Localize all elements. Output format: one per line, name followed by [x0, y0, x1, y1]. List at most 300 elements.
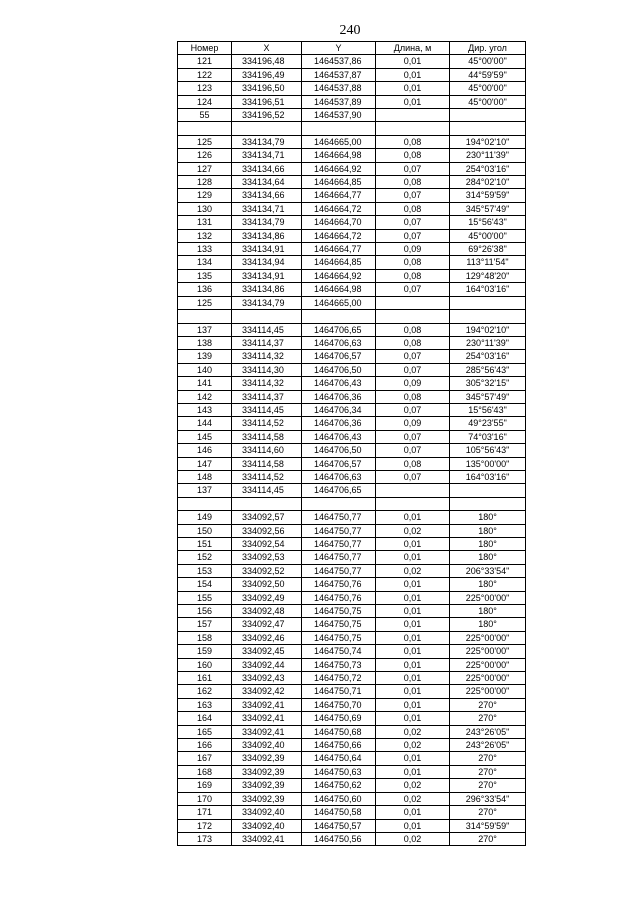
table-row [178, 95, 526, 108]
length-cell: 0,01 [376, 618, 450, 631]
direction-angle-cell: 180° [450, 537, 526, 550]
length-cell: 0,08 [376, 457, 450, 470]
point-number-cell: 157 [178, 618, 232, 631]
x-coordinate-cell: 334114,45 [232, 403, 302, 416]
x-coordinate-cell: 334134,91 [232, 243, 302, 256]
direction-angle-cell: 270° [450, 779, 526, 792]
point-number-cell: 166 [178, 739, 232, 752]
point-number-cell: 136 [178, 283, 232, 296]
x-coordinate-cell: 334196,51 [232, 95, 302, 108]
x-coordinate-cell: 334092,44 [232, 658, 302, 671]
point-number-cell: 128 [178, 176, 232, 189]
y-coordinate-cell: 1464537,86 [302, 55, 376, 68]
point-number-cell: 155 [178, 591, 232, 604]
table-row [178, 377, 526, 390]
y-coordinate-cell: 1464706,34 [302, 403, 376, 416]
x-coordinate-cell: 334092,50 [232, 578, 302, 591]
direction-angle-cell: 74°03'16" [450, 430, 526, 443]
point-number-cell: 167 [178, 752, 232, 765]
length-cell: 0,01 [376, 658, 450, 671]
direction-angle-cell: 180° [450, 605, 526, 618]
x-coordinate-cell: 334134,79 [232, 135, 302, 148]
x-coordinate-cell: 334134,79 [232, 296, 302, 309]
point-number-cell: 141 [178, 377, 232, 390]
length-cell: 0,08 [376, 176, 450, 189]
table-row [178, 55, 526, 68]
direction-angle-cell: 194°02'10" [450, 135, 526, 148]
length-cell: 0,07 [376, 350, 450, 363]
direction-angle-cell: 254°03'16" [450, 162, 526, 175]
length-cell: 0,01 [376, 551, 450, 564]
x-coordinate-cell: 334134,91 [232, 269, 302, 282]
direction-angle-cell: 180° [450, 578, 526, 591]
length-cell: 0,09 [376, 243, 450, 256]
direction-angle-cell: 105°56'43" [450, 444, 526, 457]
point-number-cell: 130 [178, 202, 232, 215]
y-coordinate-cell: 1464706,65 [302, 484, 376, 497]
point-number-cell: 135 [178, 269, 232, 282]
header-x: X [232, 42, 302, 55]
x-coordinate-cell: 334092,39 [232, 792, 302, 805]
length-cell: 0,01 [376, 698, 450, 711]
point-number-cell: 169 [178, 779, 232, 792]
y-coordinate-cell: 1464664,72 [302, 202, 376, 215]
x-coordinate-cell: 334134,71 [232, 202, 302, 215]
length-cell: 0,01 [376, 55, 450, 68]
point-number-cell: 55 [178, 109, 232, 122]
y-coordinate-cell: 1464706,50 [302, 363, 376, 376]
y-coordinate-cell: 1464706,57 [302, 457, 376, 470]
point-number-cell: 161 [178, 672, 232, 685]
direction-angle-cell: 45°00'00" [450, 55, 526, 68]
x-coordinate-cell: 334134,64 [232, 176, 302, 189]
table-row [178, 497, 526, 510]
x-coordinate-cell: 334092,40 [232, 819, 302, 832]
y-coordinate-cell: 1464706,43 [302, 377, 376, 390]
x-coordinate-cell: 334134,86 [232, 229, 302, 242]
table-row [178, 832, 526, 845]
header-length: Длина, м [376, 42, 450, 55]
point-number-cell [178, 310, 232, 323]
length-cell: 0,01 [376, 95, 450, 108]
y-coordinate-cell: 1464664,92 [302, 162, 376, 175]
point-number-cell: 148 [178, 470, 232, 483]
table-row [178, 390, 526, 403]
point-number-cell: 146 [178, 444, 232, 457]
y-coordinate-cell: 1464750,76 [302, 591, 376, 604]
y-coordinate-cell: 1464706,36 [302, 390, 376, 403]
header-y: Y [302, 42, 376, 55]
table-row [178, 698, 526, 711]
y-coordinate-cell: 1464706,43 [302, 430, 376, 443]
direction-angle-cell: 285°56'43" [450, 363, 526, 376]
x-coordinate-cell: 334114,52 [232, 470, 302, 483]
table-row [178, 739, 526, 752]
length-cell: 0,07 [376, 283, 450, 296]
length-cell: 0,01 [376, 631, 450, 644]
y-coordinate-cell: 1464750,68 [302, 725, 376, 738]
y-coordinate-cell: 1464750,70 [302, 698, 376, 711]
x-coordinate-cell: 334114,58 [232, 457, 302, 470]
point-number-cell: 132 [178, 229, 232, 242]
x-coordinate-cell: 334092,42 [232, 685, 302, 698]
length-cell: 0,07 [376, 189, 450, 202]
length-cell: 0,02 [376, 792, 450, 805]
point-number-cell: 143 [178, 403, 232, 416]
y-coordinate-cell [302, 122, 376, 135]
y-coordinate-cell: 1464750,60 [302, 792, 376, 805]
direction-angle-cell [450, 109, 526, 122]
table-row [178, 296, 526, 309]
direction-angle-cell: 180° [450, 511, 526, 524]
length-cell: 0,07 [376, 363, 450, 376]
page-number: 240 [339, 23, 361, 38]
direction-angle-cell: 15°56'43" [450, 216, 526, 229]
point-number-cell: 165 [178, 725, 232, 738]
y-coordinate-cell: 1464664,85 [302, 176, 376, 189]
direction-angle-cell: 45°00'00" [450, 229, 526, 242]
table-row [178, 256, 526, 269]
length-cell [376, 296, 450, 309]
table-row [178, 417, 526, 430]
point-number-cell: 125 [178, 135, 232, 148]
x-coordinate-cell: 334092,40 [232, 806, 302, 819]
y-coordinate-cell: 1464706,57 [302, 350, 376, 363]
direction-angle-cell [450, 497, 526, 510]
length-cell: 0,07 [376, 430, 450, 443]
y-coordinate-cell: 1464537,87 [302, 68, 376, 81]
table-row [178, 176, 526, 189]
length-cell: 0,08 [376, 256, 450, 269]
direction-angle-cell: 314°59'59" [450, 819, 526, 832]
table-row [178, 189, 526, 202]
x-coordinate-cell [232, 310, 302, 323]
direction-angle-cell: 45°00'00" [450, 95, 526, 108]
point-number-cell: 172 [178, 819, 232, 832]
x-coordinate-cell: 334134,86 [232, 283, 302, 296]
y-coordinate-cell: 1464750,66 [302, 739, 376, 752]
x-coordinate-cell: 334114,32 [232, 350, 302, 363]
table-row [178, 564, 526, 577]
table-row [178, 149, 526, 162]
header-direction-angle: Дир. угол [450, 42, 526, 55]
length-cell: 0,01 [376, 806, 450, 819]
y-coordinate-cell: 1464706,63 [302, 336, 376, 349]
direction-angle-cell: 135°00'00" [450, 457, 526, 470]
point-number-cell: 140 [178, 363, 232, 376]
length-cell: 0,07 [376, 470, 450, 483]
point-number-cell: 131 [178, 216, 232, 229]
direction-angle-cell: 69°26'38" [450, 243, 526, 256]
y-coordinate-cell: 1464750,75 [302, 631, 376, 644]
point-number-cell: 171 [178, 806, 232, 819]
length-cell [376, 109, 450, 122]
y-coordinate-cell: 1464750,77 [302, 511, 376, 524]
length-cell: 0,01 [376, 672, 450, 685]
y-coordinate-cell: 1464537,89 [302, 95, 376, 108]
y-coordinate-cell: 1464750,77 [302, 524, 376, 537]
table-row [178, 430, 526, 443]
length-cell: 0,01 [376, 685, 450, 698]
table-body [178, 55, 526, 846]
table-row [178, 819, 526, 832]
length-cell: 0,02 [376, 524, 450, 537]
direction-angle-cell [450, 296, 526, 309]
length-cell: 0,01 [376, 578, 450, 591]
direction-angle-cell: 254°03'16" [450, 350, 526, 363]
table-row [178, 578, 526, 591]
direction-angle-cell: 225°00'00" [450, 672, 526, 685]
point-number-cell: 125 [178, 296, 232, 309]
table-row [178, 725, 526, 738]
point-number-cell: 142 [178, 390, 232, 403]
y-coordinate-cell: 1464750,63 [302, 765, 376, 778]
x-coordinate-cell: 334092,53 [232, 551, 302, 564]
y-coordinate-cell: 1464664,70 [302, 216, 376, 229]
length-cell: 0,08 [376, 149, 450, 162]
table-row [178, 444, 526, 457]
point-number-cell: 145 [178, 430, 232, 443]
y-coordinate-cell: 1464664,77 [302, 243, 376, 256]
y-coordinate-cell: 1464750,77 [302, 537, 376, 550]
x-coordinate-cell: 334114,45 [232, 484, 302, 497]
table-row [178, 162, 526, 175]
x-coordinate-cell: 334114,45 [232, 323, 302, 336]
length-cell: 0,08 [376, 323, 450, 336]
x-coordinate-cell: 334196,48 [232, 55, 302, 68]
direction-angle-cell: 45°00'00" [450, 82, 526, 95]
direction-angle-cell: 270° [450, 698, 526, 711]
y-coordinate-cell: 1464665,00 [302, 296, 376, 309]
point-number-cell: 139 [178, 350, 232, 363]
direction-angle-cell [450, 122, 526, 135]
point-number-cell: 137 [178, 323, 232, 336]
y-coordinate-cell: 1464537,90 [302, 109, 376, 122]
point-number-cell: 127 [178, 162, 232, 175]
table-row [178, 712, 526, 725]
x-coordinate-cell: 334092,43 [232, 672, 302, 685]
length-cell [376, 484, 450, 497]
direction-angle-cell: 206°33'54" [450, 564, 526, 577]
direction-angle-cell: 225°00'00" [450, 591, 526, 604]
y-coordinate-cell: 1464706,50 [302, 444, 376, 457]
y-coordinate-cell: 1464664,98 [302, 283, 376, 296]
table-row [178, 216, 526, 229]
length-cell: 0,01 [376, 591, 450, 604]
direction-angle-cell: 270° [450, 712, 526, 725]
direction-angle-cell: 225°00'00" [450, 658, 526, 671]
length-cell: 0,01 [376, 605, 450, 618]
point-number-cell: 138 [178, 336, 232, 349]
point-number-cell: 153 [178, 564, 232, 577]
y-coordinate-cell: 1464750,74 [302, 645, 376, 658]
table-row [178, 109, 526, 122]
x-coordinate-cell: 334092,39 [232, 765, 302, 778]
length-cell: 0,01 [376, 765, 450, 778]
length-cell: 0,07 [376, 216, 450, 229]
coordinates-table [177, 41, 526, 846]
x-coordinate-cell: 334092,54 [232, 537, 302, 550]
x-coordinate-cell: 334114,37 [232, 336, 302, 349]
point-number-cell: 168 [178, 765, 232, 778]
direction-angle-cell: 284°02'10" [450, 176, 526, 189]
direction-angle-cell [450, 310, 526, 323]
length-cell: 0,02 [376, 564, 450, 577]
x-coordinate-cell: 334092,49 [232, 591, 302, 604]
x-coordinate-cell: 334196,52 [232, 109, 302, 122]
point-number-cell: 126 [178, 149, 232, 162]
table-row [178, 135, 526, 148]
direction-angle-cell: 164°03'16" [450, 470, 526, 483]
table-row [178, 672, 526, 685]
table-row [178, 605, 526, 618]
point-number-cell: 150 [178, 524, 232, 537]
y-coordinate-cell: 1464664,72 [302, 229, 376, 242]
y-coordinate-cell: 1464750,69 [302, 712, 376, 725]
x-coordinate-cell: 334092,56 [232, 524, 302, 537]
table-row [178, 350, 526, 363]
point-number-cell: 158 [178, 631, 232, 644]
table-row [178, 470, 526, 483]
x-coordinate-cell: 334092,45 [232, 645, 302, 658]
y-coordinate-cell: 1464706,65 [302, 323, 376, 336]
x-coordinate-cell: 334092,41 [232, 712, 302, 725]
x-coordinate-cell: 334114,32 [232, 377, 302, 390]
y-coordinate-cell: 1464664,98 [302, 149, 376, 162]
direction-angle-cell: 225°00'00" [450, 645, 526, 658]
y-coordinate-cell: 1464706,36 [302, 417, 376, 430]
x-coordinate-cell: 334134,94 [232, 256, 302, 269]
point-number-cell: 123 [178, 82, 232, 95]
length-cell: 0,09 [376, 377, 450, 390]
table-row [178, 537, 526, 550]
direction-angle-cell: 194°02'10" [450, 323, 526, 336]
x-coordinate-cell: 334134,79 [232, 216, 302, 229]
length-cell: 0,01 [376, 645, 450, 658]
length-cell: 0,08 [376, 269, 450, 282]
table-row [178, 269, 526, 282]
point-number-cell: 164 [178, 712, 232, 725]
table-row [178, 283, 526, 296]
direction-angle-cell: 296°33'54" [450, 792, 526, 805]
length-cell: 0,02 [376, 832, 450, 845]
direction-angle-cell: 243°26'05" [450, 725, 526, 738]
x-coordinate-cell: 334092,39 [232, 779, 302, 792]
length-cell: 0,07 [376, 444, 450, 457]
y-coordinate-cell: 1464750,75 [302, 605, 376, 618]
length-cell: 0,08 [376, 202, 450, 215]
direction-angle-cell: 44°59'59" [450, 68, 526, 81]
header-number: Номер [178, 42, 232, 55]
y-coordinate-cell: 1464750,73 [302, 658, 376, 671]
y-coordinate-cell: 1464664,92 [302, 269, 376, 282]
direction-angle-cell: 270° [450, 765, 526, 778]
x-coordinate-cell: 334114,37 [232, 390, 302, 403]
x-coordinate-cell: 334134,66 [232, 189, 302, 202]
x-coordinate-cell: 334092,41 [232, 725, 302, 738]
length-cell: 0,02 [376, 739, 450, 752]
x-coordinate-cell: 334092,52 [232, 564, 302, 577]
table-row [178, 310, 526, 323]
length-cell: 0,01 [376, 537, 450, 550]
direction-angle-cell: 305°32'15" [450, 377, 526, 390]
table-row [178, 243, 526, 256]
table-row [178, 779, 526, 792]
table-row [178, 618, 526, 631]
point-number-cell: 121 [178, 55, 232, 68]
direction-angle-cell: 180° [450, 524, 526, 537]
x-coordinate-cell [232, 497, 302, 510]
y-coordinate-cell: 1464750,58 [302, 806, 376, 819]
length-cell [376, 310, 450, 323]
table-row [178, 524, 526, 537]
x-coordinate-cell: 334196,49 [232, 68, 302, 81]
point-number-cell: 154 [178, 578, 232, 591]
direction-angle-cell: 270° [450, 806, 526, 819]
x-coordinate-cell: 334092,41 [232, 698, 302, 711]
table-row [178, 752, 526, 765]
table-row [178, 323, 526, 336]
x-coordinate-cell: 334114,30 [232, 363, 302, 376]
y-coordinate-cell: 1464750,64 [302, 752, 376, 765]
length-cell: 0,01 [376, 819, 450, 832]
point-number-cell: 152 [178, 551, 232, 564]
length-cell: 0,07 [376, 162, 450, 175]
table-row [178, 68, 526, 81]
x-coordinate-cell: 334092,47 [232, 618, 302, 631]
table-row [178, 336, 526, 349]
length-cell: 0,02 [376, 779, 450, 792]
length-cell [376, 122, 450, 135]
length-cell: 0,02 [376, 725, 450, 738]
point-number-cell: 144 [178, 417, 232, 430]
table-row [178, 229, 526, 242]
length-cell: 0,09 [376, 417, 450, 430]
point-number-cell: 156 [178, 605, 232, 618]
length-cell: 0,01 [376, 68, 450, 81]
point-number-cell: 147 [178, 457, 232, 470]
table-row [178, 792, 526, 805]
y-coordinate-cell: 1464750,77 [302, 564, 376, 577]
direction-angle-cell: 164°03'16" [450, 283, 526, 296]
x-coordinate-cell [232, 122, 302, 135]
direction-angle-cell: 314°59'59" [450, 189, 526, 202]
direction-angle-cell: 49°23'55" [450, 417, 526, 430]
table-row [178, 806, 526, 819]
y-coordinate-cell: 1464750,57 [302, 819, 376, 832]
point-number-cell: 133 [178, 243, 232, 256]
y-coordinate-cell [302, 497, 376, 510]
length-cell: 0,07 [376, 229, 450, 242]
point-number-cell: 124 [178, 95, 232, 108]
table-row [178, 484, 526, 497]
x-coordinate-cell: 334114,60 [232, 444, 302, 457]
y-coordinate-cell: 1464750,72 [302, 672, 376, 685]
table-row [178, 122, 526, 135]
y-coordinate-cell: 1464706,63 [302, 470, 376, 483]
length-cell: 0,01 [376, 752, 450, 765]
point-number-cell: 160 [178, 658, 232, 671]
y-coordinate-cell [302, 310, 376, 323]
point-number-cell: 137 [178, 484, 232, 497]
table-row [178, 685, 526, 698]
direction-angle-cell: 270° [450, 752, 526, 765]
point-number-cell: 163 [178, 698, 232, 711]
length-cell: 0,07 [376, 403, 450, 416]
table-row [178, 511, 526, 524]
x-coordinate-cell: 334092,57 [232, 511, 302, 524]
table-row [178, 363, 526, 376]
